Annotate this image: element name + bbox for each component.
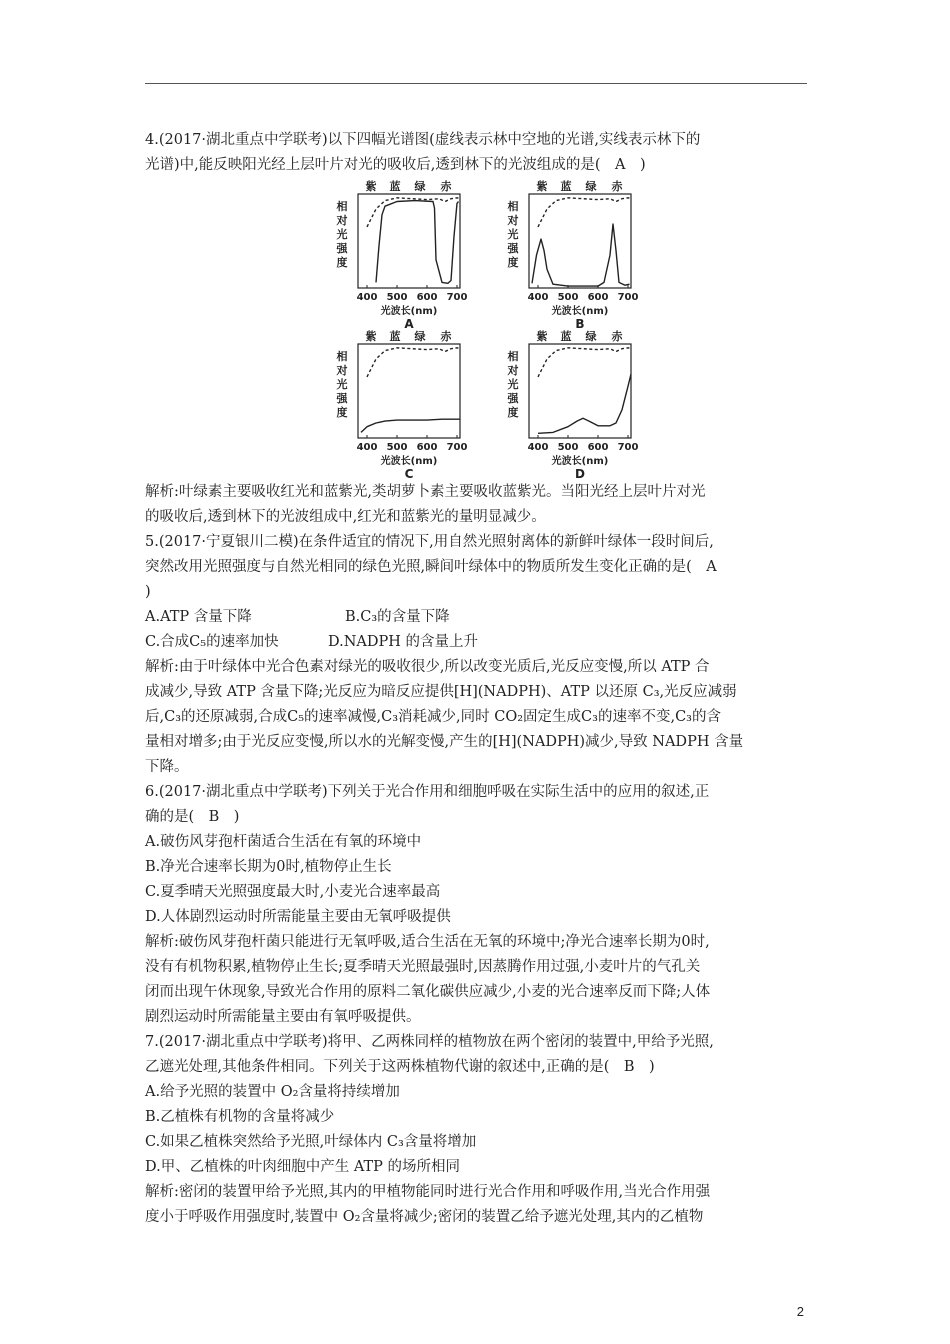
ylabel-char: 光 — [336, 228, 348, 241]
q5-option-b: B.C₃的含量下降 — [345, 609, 450, 625]
q5-stem-line1: 5.(2017·宁夏银川二模)在条件适宜的情况下,用自然光照射离体的新鲜叶绿体一段时间后, — [145, 534, 714, 550]
ylabel-char: 相 — [336, 350, 348, 363]
page-content — [145, 128, 807, 1230]
color-band-label: 蓝 — [560, 330, 572, 343]
q5-options-row1 — [145, 605, 807, 630]
q6-analysis-line4: 剧烈运动时所需能量主要由有氧呼吸提供。 — [145, 1009, 421, 1025]
x-tick-label: 500 — [557, 442, 579, 453]
q6-option-c: C.夏季晴天光照强度最大时,小麦光合速率最高 — [145, 884, 441, 900]
ylabel-char: 度 — [336, 406, 348, 419]
chart-d-svg — [501, 330, 661, 481]
q7-option-c: C.如果乙植株突然给予光照,叶绿体内 C₃含量将增加 — [145, 1134, 477, 1150]
ylabel-char: 对 — [507, 364, 519, 377]
ylabel-char: 强 — [336, 392, 348, 405]
panel-label: C — [404, 467, 414, 481]
ylabel-char: 光 — [507, 228, 519, 241]
x-tick-label: 500 — [557, 292, 579, 303]
x-tick-label: 600 — [416, 442, 438, 453]
color-band-label: 蓝 — [389, 180, 401, 193]
color-band-label: 紫 — [536, 330, 548, 343]
q4-stem-line2: 光谱)中,能反映阳光经上层叶片对光的吸收后,透到林下的光波组成的是( A ) — [145, 157, 646, 173]
ylabel-char: 对 — [507, 214, 519, 227]
ylabel-char: 相 — [507, 350, 519, 363]
color-band-label: 赤 — [440, 330, 452, 343]
x-tick-label: 600 — [587, 292, 609, 303]
q7-stem-line2: 乙遮光处理,其他条件相同。下列关于这两株植物代谢的叙述中,正确的是( B ) — [145, 1059, 655, 1075]
plot-frame — [529, 194, 631, 288]
q7-stem-line1: 7.(2017·湖北重点中学联考)将甲、乙两株同样的植物放在两个密闭的装置中,甲给予光照, — [145, 1034, 714, 1050]
q6-analysis-line1: 解析:破伤风芽孢杆菌只能进行无氧呼吸,适合生活在无氧的环境中;净光合速率长期为0时, — [145, 934, 710, 950]
x-tick-label: 700 — [446, 442, 468, 453]
panel-label: D — [575, 467, 585, 481]
series-understory-solid — [376, 201, 459, 284]
series-understory-solid — [538, 374, 631, 433]
q6-stem-line1: 6.(2017·湖北重点中学联考)下列关于光合作用和细胞呼吸在实际生活中的应用的叙述,正 — [145, 784, 710, 800]
q5-option-a: A.ATP 含量下降 — [145, 609, 252, 625]
q6-analysis-line2: 没有有机物积累,植物停止生长;夏季晴天光照最强时,因蒸腾作用过强,小麦叶片的气孔关 — [145, 959, 701, 975]
header-rule — [145, 83, 807, 84]
q7-option-d: D.甲、乙植株的叶肉细胞中产生 ATP 的场所相同 — [145, 1159, 461, 1175]
color-band-label: 赤 — [440, 180, 452, 193]
xlabel: 光波长(nm) — [551, 456, 609, 467]
chart-a — [330, 180, 490, 331]
chart-b-svg — [501, 180, 661, 331]
color-band-label: 紫 — [365, 180, 377, 193]
q5-stem-line2: 突然改用光照强度与自然光相同的绿色光照,瞬间叶绿体中的物质所发生变化正确的是( A — [145, 559, 717, 575]
ylabel-char: 强 — [336, 242, 348, 255]
color-band-label: 赤 — [611, 330, 623, 343]
x-tick-label: 400 — [527, 292, 549, 303]
chart-c — [330, 330, 490, 481]
series-open-field-dashed — [538, 348, 631, 377]
q6-option-d: D.人体剧烈运动时所需能量主要由无氧呼吸提供 — [145, 909, 451, 925]
series-open-field-dashed — [538, 198, 631, 227]
q5-option-d: D.NADPH 的含量上升 — [328, 634, 479, 650]
color-band-label: 绿 — [585, 180, 597, 193]
color-band-label: 绿 — [414, 330, 426, 343]
x-tick-label: 600 — [416, 292, 438, 303]
q7-option-b: B.乙植株有机物的含量将减少 — [145, 1109, 335, 1125]
ylabel-char: 对 — [336, 364, 348, 377]
ylabel-char: 相 — [507, 200, 519, 213]
xlabel: 光波长(nm) — [380, 456, 438, 467]
q5-analysis-line2: 成减少,导致 ATP 含量下降;光反应为暗反应提供[H](NADPH)、ATP 以还原 C₃,光反应减弱 — [145, 684, 737, 700]
ylabel-char: 度 — [507, 256, 519, 269]
ylabel-char: 对 — [336, 214, 348, 227]
color-band-label: 赤 — [611, 180, 623, 193]
color-band-label: 绿 — [414, 180, 426, 193]
q4-stem-line1: 4.(2017·湖北重点中学联考)以下四幅光谱图(虚线表示林中空地的光谱,实线表示林下的 — [145, 132, 701, 148]
color-band-label: 紫 — [536, 180, 548, 193]
q4-analysis-line1: 解析:叶绿素主要吸收红光和蓝紫光,类胡萝卜素主要吸收蓝紫光。当阳光经上层叶片对光 — [145, 484, 706, 500]
x-tick-label: 700 — [617, 442, 639, 453]
q4-analysis-line2: 的吸收后,透到林下的光波组成中,红光和蓝紫光的量明显减少。 — [145, 509, 546, 525]
q5-analysis-line1: 解析:由于叶绿体中光合色素对绿光的吸收很少,所以改变光质后,光反应变慢,所以 ATP 合 — [145, 659, 710, 675]
chart-b — [501, 180, 661, 331]
q5-options-row2 — [145, 630, 807, 655]
xlabel: 光波长(nm) — [380, 306, 438, 317]
ylabel-char: 度 — [336, 256, 348, 269]
color-band-label: 绿 — [585, 330, 597, 343]
q6-option-a: A.破伤风芽孢杆菌适合生活在有氧的环境中 — [145, 834, 422, 850]
q5-option-c: C.合成C₅的速率加快 — [145, 634, 279, 650]
q4-spectrum-figure — [145, 180, 807, 480]
page-number: 2 — [796, 1304, 804, 1319]
color-band-label: 蓝 — [389, 330, 401, 343]
chart-c-svg — [330, 330, 490, 481]
ylabel-char: 光 — [336, 378, 348, 391]
x-tick-label: 700 — [446, 292, 468, 303]
q7-analysis-line2: 度小于呼吸作用强度时,装置中 O₂含量将减少;密闭的装置乙给予遮光处理,其内的乙植物 — [145, 1209, 704, 1225]
q5-analysis-line3: 后,C₃的还原减弱,合成C₅的速率减慢,C₃消耗减少,同时 CO₂固定生成C₃的速率不变,C₃的含 — [145, 709, 721, 725]
ylabel-char: 相 — [336, 200, 348, 213]
x-tick-label: 400 — [356, 442, 378, 453]
q6-analysis-line3: 闭而出现午休现象,导致光合作用的原料二氧化碳供应减少,小麦的光合速率反而下降;人体 — [145, 984, 711, 1000]
ylabel-char: 光 — [507, 378, 519, 391]
x-tick-label: 500 — [386, 442, 408, 453]
color-band-label: 蓝 — [560, 180, 572, 193]
chart-a-svg — [330, 180, 490, 331]
q7-analysis-line1: 解析:密闭的装置甲给予光照,其内的甲植物能同时进行光合作用和呼吸作用,当光合作用强 — [145, 1184, 711, 1200]
series-understory-solid — [361, 419, 460, 432]
plot-frame — [358, 194, 460, 288]
ylabel-char: 度 — [507, 406, 519, 419]
x-tick-label: 500 — [386, 292, 408, 303]
panel-label: A — [404, 317, 414, 331]
q5-analysis-line4: 量相对增多;由于光反应变慢,所以水的光解变慢,产生的[H](NADPH)减少,导致 NADPH 含量 — [145, 734, 744, 750]
series-open-field-dashed — [367, 348, 460, 377]
q6-stem-line2: 确的是( B ) — [145, 809, 240, 825]
x-tick-label: 400 — [527, 442, 549, 453]
xlabel: 光波长(nm) — [551, 306, 609, 317]
q6-option-b: B.净光合速率长期为0时,植物停止生长 — [145, 859, 392, 875]
ylabel-char: 强 — [507, 392, 519, 405]
q5-analysis-line5: 下降。 — [145, 759, 189, 775]
q5-stem-line3: ) — [145, 584, 151, 600]
x-tick-label: 600 — [587, 442, 609, 453]
x-tick-label: 700 — [617, 292, 639, 303]
q7-option-a: A.给予光照的装置中 O₂含量将持续增加 — [145, 1084, 400, 1100]
chart-d — [501, 330, 661, 481]
series-understory-solid — [532, 224, 630, 286]
panel-label: B — [575, 317, 585, 331]
ylabel-char: 强 — [507, 242, 519, 255]
color-band-label: 紫 — [365, 330, 377, 343]
x-tick-label: 400 — [356, 292, 378, 303]
